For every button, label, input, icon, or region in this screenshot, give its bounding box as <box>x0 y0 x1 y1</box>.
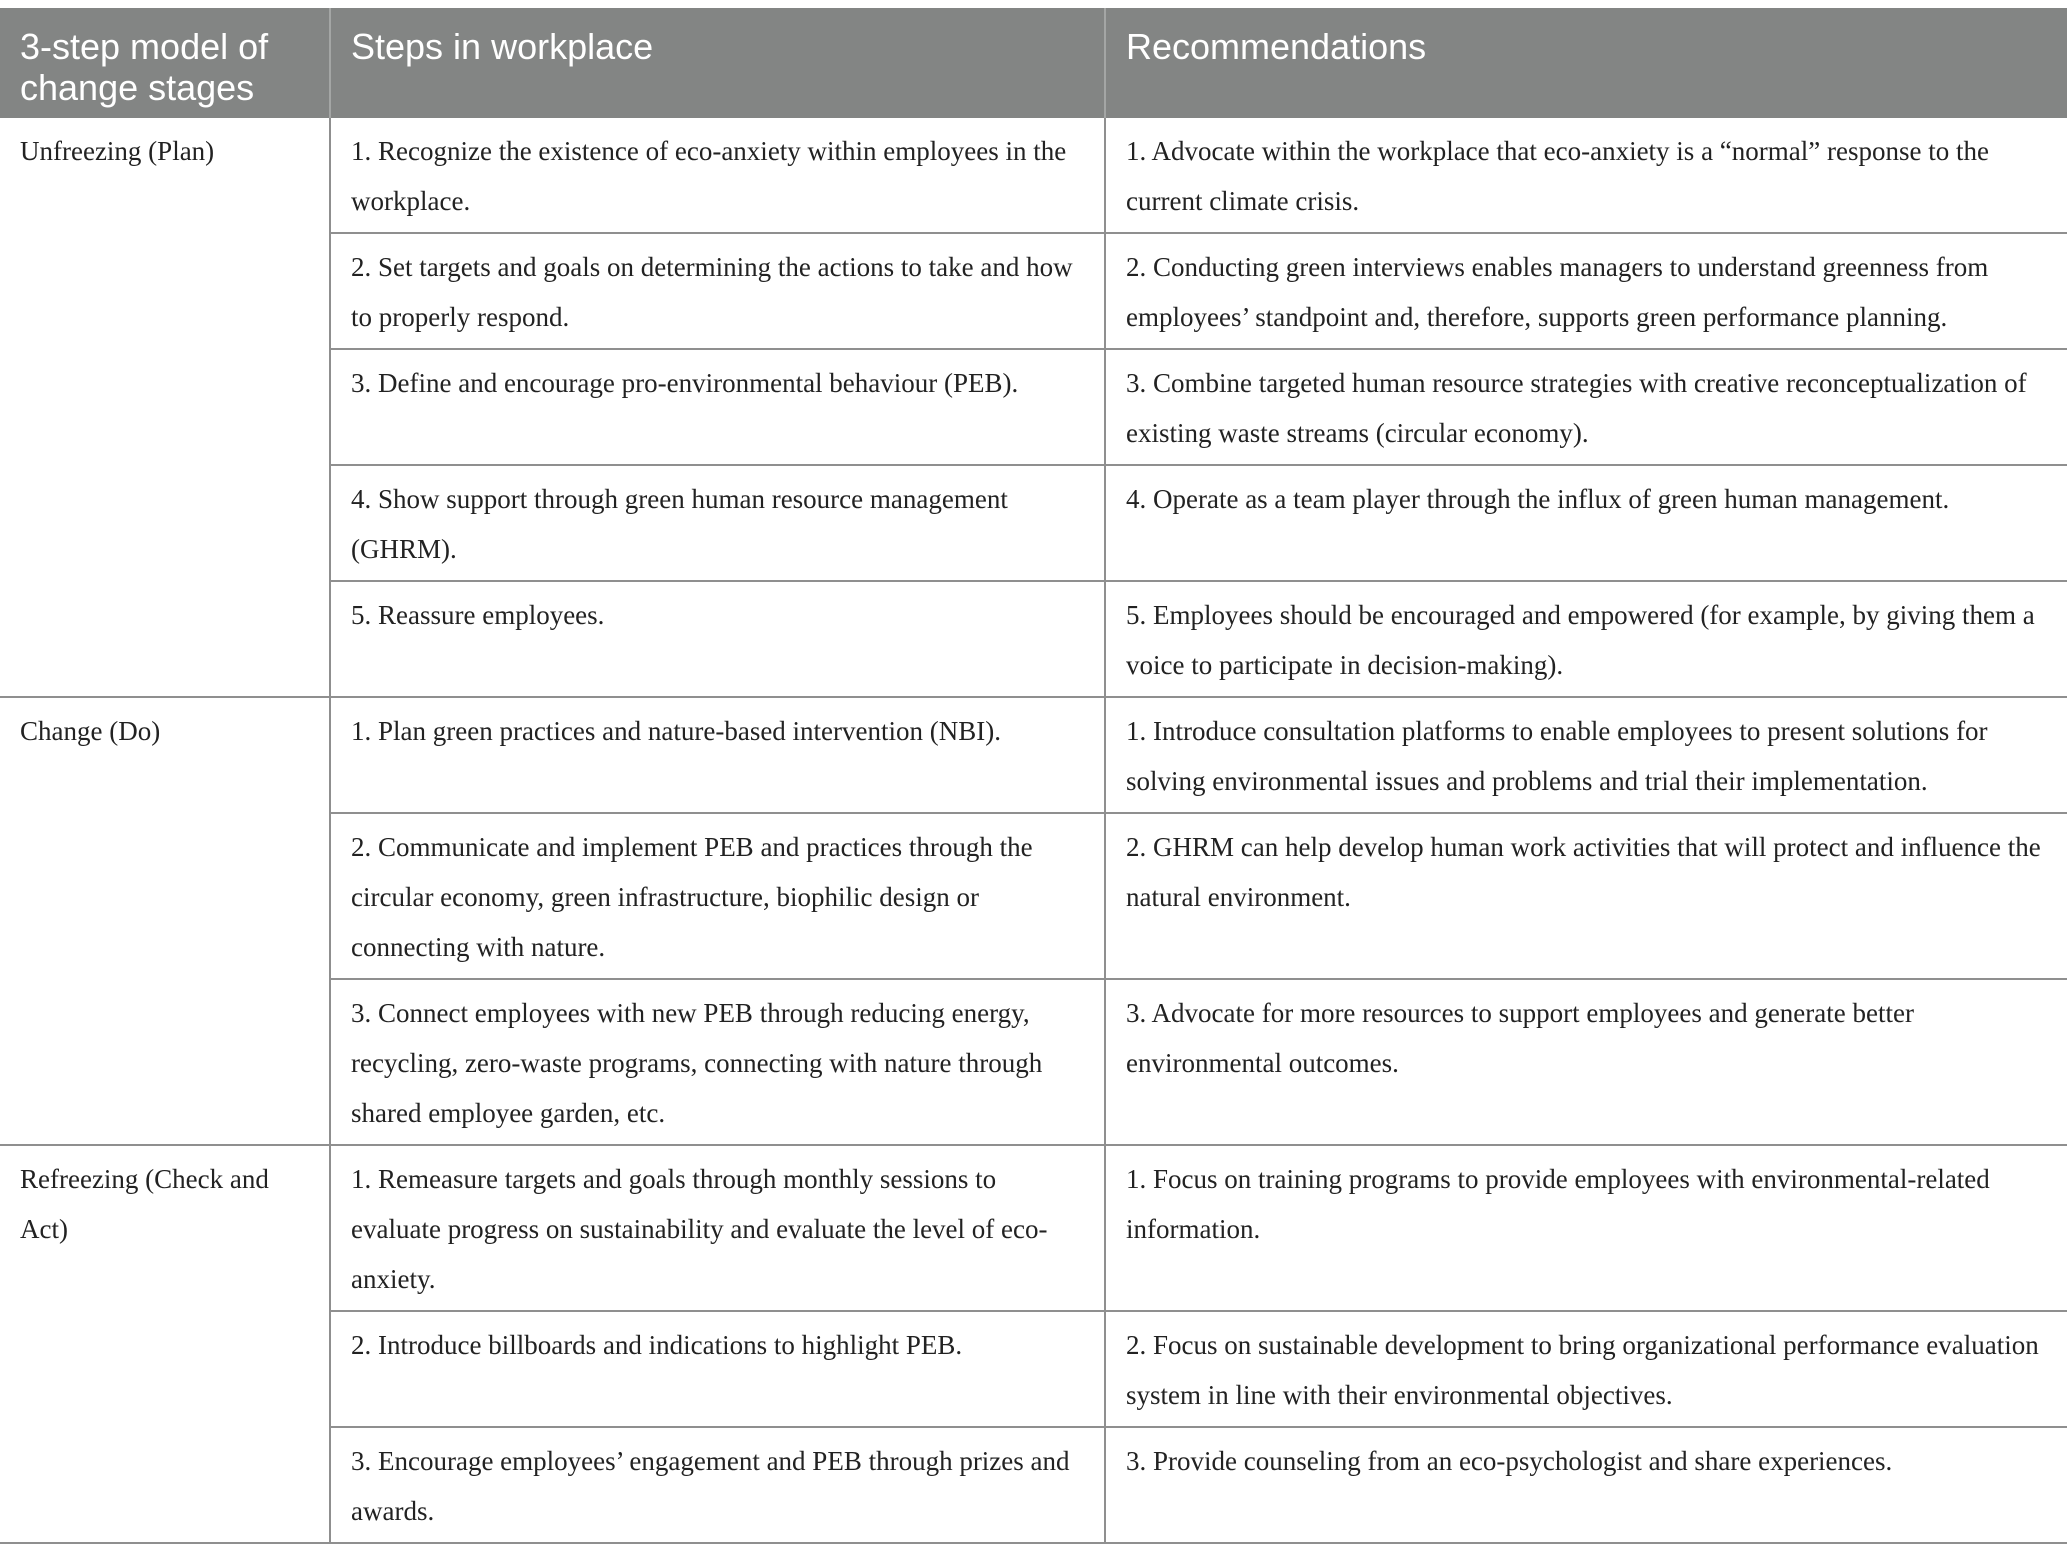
header-row <box>0 8 2067 118</box>
recommendation-cell: 1. Introduce consultation platforms to enable employees to present solutions for solving environmental issues and problems and trial their implementation. <box>1105 697 2067 813</box>
step-cell: 5. Reassure employees. <box>330 581 1105 697</box>
step-cell: 2. Set targets and goals on determining the actions to take and how to properly respond. <box>330 233 1105 349</box>
recommendation-cell: 3. Combine targeted human resource strategies with creative reconceptualization of existing waste streams (circular economy). <box>1105 349 2067 465</box>
recommendation-cell: 2. GHRM can help develop human work activities that will protect and influence the natural environment. <box>1105 813 2067 979</box>
recommendation-cell: 5. Employees should be encouraged and empowered (for example, by giving them a voice to participate in decision-making). <box>1105 581 2067 697</box>
step-cell: 2. Communicate and implement PEB and practices through the circular economy, green infrastructure, biophilic design or connecting with nature. <box>330 813 1105 979</box>
step-cell: 3. Encourage employees’ engagement and PEB through prizes and awards. <box>330 1427 1105 1543</box>
header-recommendations: Recommendations <box>1105 8 2067 118</box>
step-cell: 1. Recognize the existence of eco-anxiety within employees in the workplace. <box>330 118 1105 233</box>
recommendation-cell: 4. Operate as a team player through the influx of green human management. <box>1105 465 2067 581</box>
recommendation-cell: 2. Conducting green interviews enables managers to understand greenness from employees’ standpoint and, therefore, supports green performance planning. <box>1105 233 2067 349</box>
header-steps: Steps in workplace <box>330 8 1105 118</box>
table-row <box>0 1145 2067 1311</box>
step-cell: 4. Show support through green human resource management (GHRM). <box>330 465 1105 581</box>
recommendation-cell: 2. Focus on sustainable development to bring organizational performance evaluation system in line with their environmental objectives. <box>1105 1311 2067 1427</box>
step-cell: 2. Introduce billboards and indications to highlight PEB. <box>330 1311 1105 1427</box>
step-cell: 1. Plan green practices and nature-based intervention (NBI). <box>330 697 1105 813</box>
recommendation-cell: 1. Advocate within the workplace that eco-anxiety is a “normal” response to the current climate crisis. <box>1105 118 2067 233</box>
step-cell: 3. Connect employees with new PEB through reducing energy, recycling, zero-waste programs, connecting with nature through shared employee garden, etc. <box>330 979 1105 1145</box>
step-cell: 3. Define and encourage pro-environmental behaviour (PEB). <box>330 349 1105 465</box>
change-model-table <box>0 8 2067 1544</box>
recommendation-cell: 3. Advocate for more resources to support employees and generate better environmental outcomes. <box>1105 979 2067 1145</box>
recommendation-cell: 1. Focus on training programs to provide employees with environmental-related information. <box>1105 1145 2067 1311</box>
step-cell: 1. Remeasure targets and goals through monthly sessions to evaluate progress on sustainability and evaluate the level of eco-anxiety. <box>330 1145 1105 1311</box>
header-stage: 3-step model of change stages <box>0 8 330 118</box>
table-row <box>0 697 2067 813</box>
recommendation-cell: 3. Provide counseling from an eco-psychologist and share experiences. <box>1105 1427 2067 1543</box>
stage-cell-change: Change (Do) <box>0 697 330 1145</box>
stage-cell-refreezing: Refreezing (Check and Act) <box>0 1145 330 1543</box>
table-row <box>0 118 2067 233</box>
stage-cell-unfreezing: Unfreezing (Plan) <box>0 118 330 697</box>
